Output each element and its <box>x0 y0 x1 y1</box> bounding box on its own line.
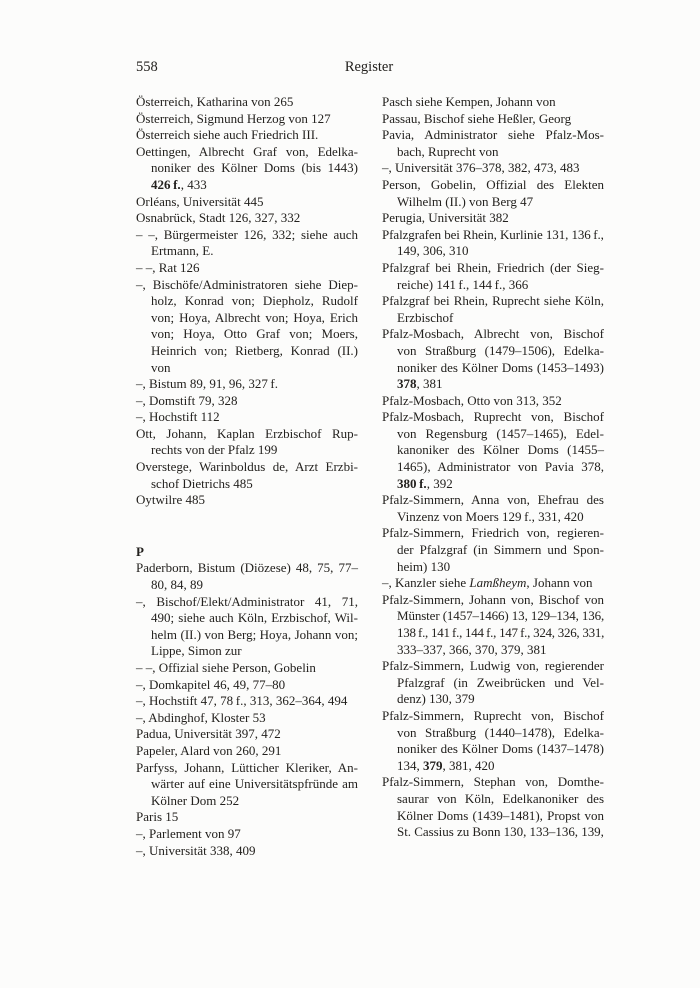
entry-line: –, Universität 338, 409 <box>136 842 256 858</box>
index-entry <box>382 210 604 227</box>
index-entry <box>382 575 604 592</box>
entry-line: Vinzenz von Moers 129 f., 331, 420 <box>397 508 584 524</box>
entry-line: 134, 379, 381, 420 <box>397 757 495 773</box>
index-entry <box>382 525 604 575</box>
index-entry <box>136 277 358 377</box>
entry-line: –, Hochstift 112 <box>136 409 220 425</box>
entry-line: bach, Ruprecht von <box>397 143 499 159</box>
index-entry <box>382 127 604 160</box>
index-entry <box>136 94 358 111</box>
index-entry <box>136 809 358 826</box>
entry-line: Pfalz-Simmern, Ludwig von, regierender <box>382 658 604 674</box>
entry-line: 1465), Administrator von Pavia 378, <box>397 459 605 475</box>
index-section <box>136 544 358 859</box>
entry-line: von; Hoya, Albrecht von; Hoya, Erich <box>151 309 359 325</box>
entry-line: Passau, Bischof siehe Heßler, Georg <box>382 110 572 126</box>
index-entry <box>382 326 604 392</box>
entry-line: Österreich siehe auch Friedrich III. <box>136 127 319 143</box>
index-section <box>136 94 358 509</box>
entry-line: Pfalz-Simmern, Anna von, Ehefrau des <box>382 492 604 508</box>
entry-line: Pfalz-Mosbach, Ruprecht von, Bischof <box>382 409 604 425</box>
entry-line: reiche) 141 f., 144 f., 366 <box>397 276 529 292</box>
entry-line: Papeler, Alard von 260, 291 <box>136 742 282 758</box>
entry-line: Pfalzgraf (in Zweibrücken und Vel- <box>397 674 604 690</box>
index-entry <box>382 94 604 111</box>
entry-line: – –, Offizial siehe Person, Gobelin <box>136 660 316 675</box>
entry-line: noniker des Kölner Doms (bis 1443) <box>151 160 358 176</box>
index-entry <box>136 594 358 660</box>
index-entry <box>382 227 604 260</box>
index-entry <box>382 160 604 177</box>
index-entry <box>136 210 358 227</box>
entry-line: Pfalz-Mosbach, Otto von 313, 352 <box>382 392 562 408</box>
right-column <box>382 94 604 859</box>
index-entry <box>136 693 358 710</box>
index-entry <box>136 826 358 843</box>
index-entry <box>136 743 358 760</box>
index-entry <box>136 393 358 410</box>
page-number: 558 <box>136 59 158 75</box>
entry-line: Pfalz-Simmern, Johann von, Bischof von <box>382 591 604 607</box>
index-entry <box>136 843 358 860</box>
index-entry <box>382 708 604 774</box>
index-entry <box>136 459 358 492</box>
entry-line: Ertmann, E. <box>151 243 214 259</box>
entry-line: Osnabrück, Stadt 126, 327, 332 <box>136 210 301 226</box>
entry-line: Oettingen, Albrecht Graf von, Edelka- <box>136 143 358 159</box>
index-entry <box>382 111 604 128</box>
entry-line: Pavia, Administrator siehe Pfalz-Mos- <box>382 127 604 143</box>
entry-line: denz) 130, 379 <box>397 691 475 707</box>
entry-line: Österreich, Sigmund Herzog von 127 <box>136 110 331 126</box>
entry-line: Oytwilre 485 <box>136 492 205 508</box>
entry-line: von; Hoya, Otto Graf von; Moers, <box>151 326 358 342</box>
entry-line: Overstege, Warinboldus de, Arzt Erzbi- <box>136 459 359 475</box>
entry-line: noniker des Kölner Doms (1453–1493) <box>397 359 604 375</box>
index-entry <box>136 660 358 677</box>
entry-line: rechts von der Pfalz 199 <box>151 442 278 458</box>
index-entry <box>136 492 358 509</box>
entry-line: –, Bischöfe/Administratoren siehe Diep- <box>136 276 358 292</box>
entry-line: – –, Bürgermeister 126, 332; siehe auch <box>136 226 358 242</box>
entry-line: 426 f., 433 <box>151 176 207 192</box>
register-columns <box>136 94 604 859</box>
index-entry <box>382 658 604 708</box>
index-entry <box>382 260 604 293</box>
entry-line: Münster (1457–1466) 13, 129–134, 136, <box>397 608 605 624</box>
index-entry <box>136 409 358 426</box>
entry-line: Pfalz-Simmern, Ruprecht von, Bischof <box>382 707 604 723</box>
entry-line: schof Dietrichs 485 <box>151 475 253 491</box>
index-entry <box>136 560 358 593</box>
entry-line: von Straßburg (1440–1478), Edelka- <box>397 724 604 740</box>
entry-line: Paris 15 <box>136 809 179 825</box>
entry-line: von <box>151 359 171 375</box>
entry-line: Person, Gobelin, Offizial des Elekten <box>382 176 604 192</box>
entry-line: 490; siehe auch Köln, Erzbischof, Wil- <box>151 610 358 626</box>
entry-line: –, Domstift 79, 328 <box>136 392 238 408</box>
index-entry <box>382 177 604 210</box>
index-entry <box>136 194 358 211</box>
entry-line: Wilhelm (II.) von Berg 47 <box>397 193 534 209</box>
entry-line: von Regensburg (1457–1465), Edel- <box>397 425 604 441</box>
entry-line: –, Hochstift 47, 78 f., 313, 362–364, 494 <box>136 693 348 709</box>
page-header <box>136 59 602 79</box>
entry-line: –, Parlement von 97 <box>136 825 241 841</box>
entry-line: Erzbischof <box>397 309 454 325</box>
entry-line: Paderborn, Bistum (Diözese) 48, 75, 77– <box>136 560 358 576</box>
entry-line: Parfyss, Johann, Lütticher Kleriker, An- <box>136 759 358 775</box>
section-heading: P <box>136 543 144 559</box>
index-entry <box>136 227 358 260</box>
entry-line: Pfalz-Simmern, Stephan von, Domthe- <box>382 774 604 790</box>
entry-line: –, Bistum 89, 91, 96, 327 f. <box>136 376 278 392</box>
entry-line: Pfalzgraf bei Rhein, Friedrich (der Sieg- <box>382 259 604 275</box>
entry-line: 80, 84, 89 <box>151 577 203 593</box>
entry-line: noniker des Kölner Doms (1437–1478) <box>397 741 604 757</box>
entry-line: Pfalzgrafen bei Rhein, Kurlinie 131, 136 f., <box>382 226 604 242</box>
entry-line: –, Universität 376–378, 382, 473, 483 <box>382 160 580 176</box>
entry-line: –, Domkapitel 46, 49, 77–80 <box>136 676 286 692</box>
entry-line: – –, Rat 126 <box>136 259 200 275</box>
entry-line: 138 f., 141 f., 144 f., 147 f., 324, 326, 331, <box>397 625 605 640</box>
index-entry <box>382 409 604 492</box>
index-entry <box>136 677 358 694</box>
entry-line: Perugia, Universität 382 <box>382 210 509 226</box>
entry-line: 380 f., 392 <box>397 475 453 491</box>
entry-line: Pfalzgraf bei Rhein, Ruprecht siehe Köln, <box>382 293 604 309</box>
entry-line: Pfalz-Simmern, Friedrich von, regieren- <box>382 525 605 541</box>
index-entry <box>382 393 604 410</box>
index-entry <box>136 726 358 743</box>
index-entry <box>136 760 358 810</box>
index-entry <box>382 492 604 525</box>
entry-line: holz, Konrad von; Diepholz, Rudolf <box>151 293 358 309</box>
index-entry <box>136 376 358 393</box>
entry-line: saurar von Köln, Edelkanoniker des <box>397 790 605 806</box>
running-title: Register <box>344 59 394 75</box>
entry-line: der Pfalzgraf (in Simmern und Spon- <box>397 542 605 558</box>
index-entry <box>136 710 358 727</box>
entry-line: 333–337, 366, 370, 379, 381 <box>397 641 547 657</box>
index-section <box>382 94 604 841</box>
entry-line: Heinrich von; Rietberg, Konrad (II.) <box>151 342 359 358</box>
entry-line: von Straßburg (1479–1506), Edelka- <box>397 342 604 358</box>
entry-line: helm (II.) von Berg; Hoya, Johann von; <box>151 626 358 642</box>
entry-line: wärter auf eine Universitätspfründe am <box>151 776 358 792</box>
entry-line: Kölner Doms (1439–1481), Propst von <box>397 807 605 823</box>
entry-line: –, Kanzler siehe Lamßheym, Johann von <box>382 575 593 591</box>
index-entry <box>136 260 358 277</box>
entry-line: Ott, Johann, Kaplan Erzbischof Rup- <box>136 425 358 441</box>
entry-line: –, Bischof/Elekt/Administrator 41, 71, <box>136 593 358 609</box>
entry-line: Padua, Universität 397, 472 <box>136 726 281 742</box>
entry-line: Pfalz-Mosbach, Albrecht von, Bischof <box>382 326 605 342</box>
entry-line: St. Cassius zu Bonn 130, 133–136, 139, <box>397 824 604 840</box>
index-entry <box>382 774 604 840</box>
entry-line: –, Abdinghof, Kloster 53 <box>136 709 266 725</box>
index-entry <box>136 127 358 144</box>
entry-line: Kölner Dom 252 <box>151 792 240 808</box>
index-entry <box>136 426 358 459</box>
left-column <box>136 94 358 859</box>
entry-line: Orléans, Universität 445 <box>136 193 264 209</box>
index-entry <box>136 144 358 194</box>
entry-line: Pasch siehe Kempen, Johann von <box>382 94 556 109</box>
entry-line: 378, 381 <box>397 376 443 392</box>
entry-line: Lippe, Simon zur <box>151 643 242 659</box>
index-entry <box>382 592 604 658</box>
entry-line: Österreich, Katharina von 265 <box>136 94 294 109</box>
index-entry <box>382 293 604 326</box>
entry-line: kanoniker des Kölner Doms (1455– <box>397 442 604 458</box>
entry-line: 149, 306, 310 <box>397 243 469 259</box>
entry-line: heim) 130 <box>397 558 451 574</box>
index-entry <box>136 111 358 128</box>
